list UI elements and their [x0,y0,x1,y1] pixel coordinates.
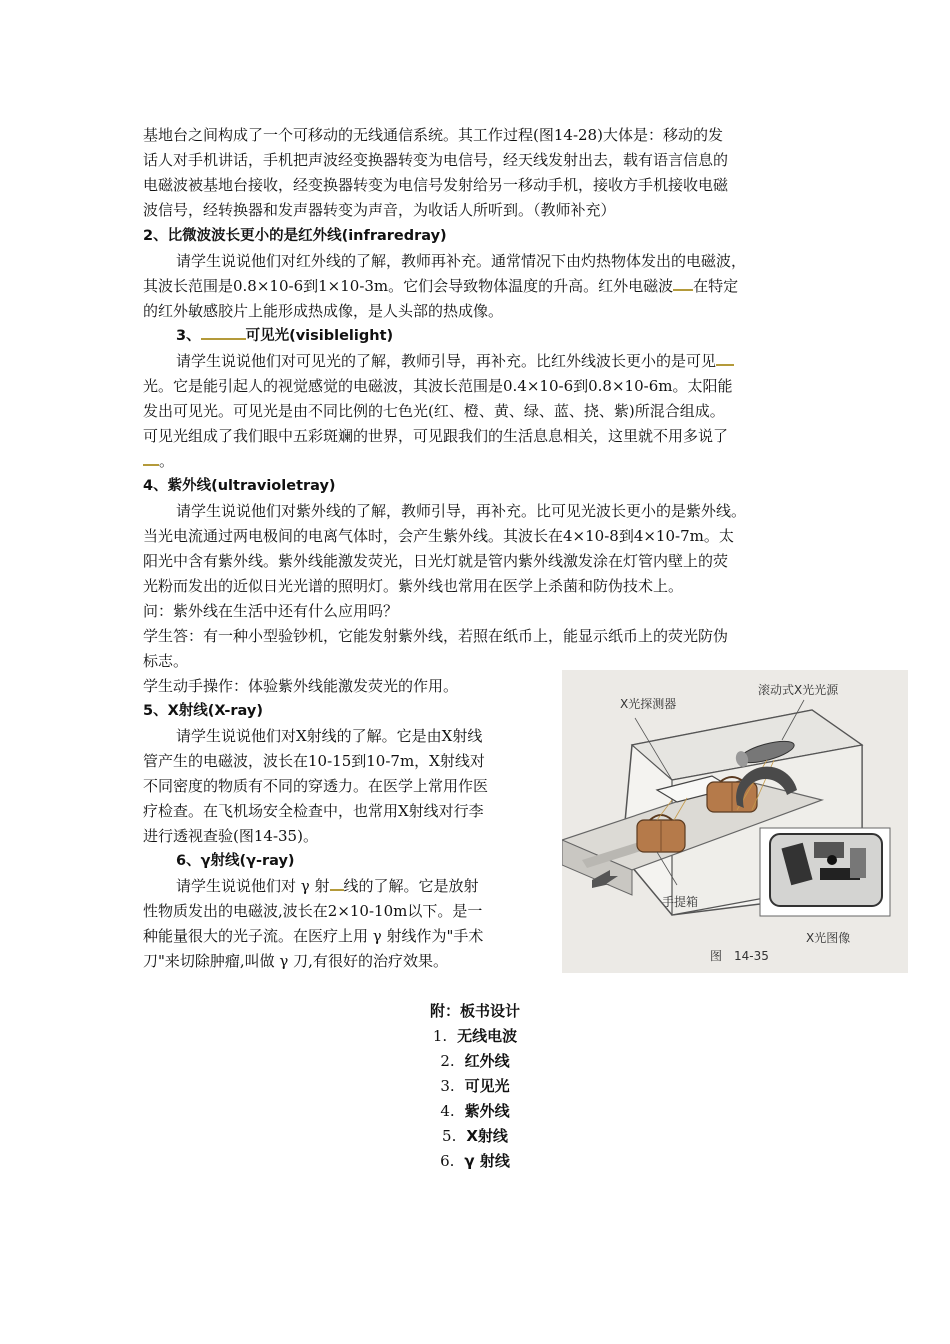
board-item-num: 2. [440,1052,455,1070]
blank-underline [330,877,344,891]
s3-line-2: 光。它是能引起人的视觉感觉的电磁波，其波长范围是0.4×10-6到0.8×10-6m。太阳能 [143,377,733,395]
s3-line-5-text: 。 [159,452,175,470]
label-detector: X光探测器 [620,697,677,711]
board-item-text: X射线 [466,1127,508,1145]
section-5-heading: 5、X射线(X-ray) [143,703,263,719]
s5-line-4: 疗检查。在飞机场安全检查中，也常用X射线对行李 [143,802,484,820]
s2-line-1: 请学生说说他们对红外线的了解，教师再补充。通常情况下由灼热物体发出的电磁波， [176,252,747,270]
board-item [0,1075,950,1096]
board-item [0,1050,950,1071]
s5-line-2: 管产生的电磁波，波长在10-15到10-7m，X射线对 [143,752,485,770]
s3-line-4: 可见光组成了我们眼中五彩斑斓的世界，可见跟我们的生活息息相关，这里就不用多说了 [143,427,729,445]
suitcase-icon [637,815,685,852]
s3-line-1-text: 请学生说说他们对可见光的了解，教师引导，再补充。比红外线波长更小的是可见 [176,352,717,370]
section-3-heading [176,326,393,346]
board-item [0,1125,950,1146]
section-6-heading: 6、γ射线(γ-ray) [176,853,295,869]
xray-image-monitor [760,828,890,916]
s2-line-2-text: 其波长范围是0.8×10-6到1×10-3m。它们会导致物体温度的升高。红外电磁波 [143,277,674,295]
board-item [0,1025,950,1046]
xray-scanner-illustration [562,670,908,973]
section-2-heading: 2、比微波波长更小的是红外线(infraredray) [143,228,447,244]
board-item-num: 1. [432,1027,448,1045]
board-item-text: 无线电波 [457,1027,518,1045]
blank-underline [201,326,246,340]
board-item [0,1100,950,1121]
s3-line-3: 发出可见光。可见光是由不同比例的七色光(红、橙、黄、绿、蓝、挠、紫)所混合组成。 [143,402,725,420]
s4-operation: 学生动手操作：体验紫外线能激发荧光的作用。 [143,677,459,695]
board-item-num: 5. [442,1127,457,1145]
s4-line-4: 光粉而发出的近似日光光谱的照明灯。紫外线也常用在医学上杀菌和防伪技术上。 [143,577,684,595]
s5-line-3: 不同密度的物质有不同的穿透力。在医学上常用作医 [143,777,489,795]
board-item-num: 6. [440,1152,455,1170]
blank-underline [716,352,734,366]
s4-answer-1: 学生答：有一种小型验钞机，它能发射紫外线，若照在纸币上，能显示纸币上的荧光防伪 [143,627,729,645]
blank-underline [673,277,693,291]
xray-scanner-figure [562,670,908,973]
intro-line-3: 电磁波被基地台接收，经变换器转变为电信号发射给另一移动手机，接收方手机接收电磁 [143,176,729,194]
s4-question: 问：紫外线在生活中还有什么应用吗？ [143,602,399,620]
s4-answer-2: 标志。 [143,652,189,670]
s2-line-3: 的红外敏感胶片上能形成热成像，是人头部的热成像。 [143,302,504,320]
board-item-text: γ 射线 [464,1152,510,1170]
label-suitcase: 手提箱 [662,895,699,909]
board-item-num: 4. [440,1102,455,1120]
intro-line-1: 基地台之间构成了一个可移动的无线通信系统。其工作过程(图14-28)大体是：移动的发 [143,126,723,144]
s3-line-1 [143,349,808,373]
label-source: 滚动式X光光源 [758,683,839,697]
intro-line-4: 波信号，经转换器和发声器转变为声音，为收话人所听到。（教师补充） [143,201,616,219]
s3-heading-text: 可见光(visiblelight) [245,328,394,344]
board-item-text: 紫外线 [464,1102,510,1120]
s6-line-1-b: 线的了解。它是放射 [343,877,479,895]
s6-line-3: 种能量很大的光子流。在医疗上用 γ 射线作为"手术 [143,927,484,945]
board-item-text: 可见光 [464,1077,510,1095]
section-4-heading: 4、紫外线(ultravioletray) [143,478,336,494]
s6-line-2: 性物质发出的电磁波,波长在2×10-10m以下。是一 [143,902,483,920]
s5-line-1: 请学生说说他们对X射线的了解。它是由X射线 [176,727,483,745]
board-item-text: 红外线 [464,1052,510,1070]
s6-line-1-a: 请学生说说他们对 γ 射 [176,877,330,895]
s6-line-1 [143,874,548,898]
blank-underline [143,452,159,466]
s6-line-4: 刀"来切除肿瘤,叫做 γ 刀,有很好的治疗效果。 [143,952,448,970]
s2-line-2-tail: 在特定 [693,277,739,295]
s3-line-5 [143,449,808,473]
s4-line-3: 阳光中含有紫外线。紫外线能激发荧光，日光灯就是管内紫外线激发涂在灯管内壁上的荧 [143,552,729,570]
board-item-num: 3. [440,1077,455,1095]
board-item [0,1150,950,1171]
s5-line-5: 进行透视查验(图14-35)。 [143,827,318,845]
label-image: X光图像 [806,931,851,945]
s2-line-2 [143,274,808,298]
s4-line-2: 当光电流通过两电极间的电离气体时，会产生紫外线。其波长在4×10-8到4×10-7m。太 [143,527,734,545]
intro-line-2: 话人对手机讲话，手机把声波经变换器转变为电信号，经天线发射出去，载有语言信息的 [143,151,729,169]
s3-num: 3、 [176,328,201,344]
figure-caption: 图 14-35 [710,949,769,963]
board-title: 附：板书设计 [429,1002,520,1020]
s4-line-1: 请学生说说他们对紫外线的了解，教师引导，再补充。比可见光波长更小的是紫外线。 [176,502,747,520]
